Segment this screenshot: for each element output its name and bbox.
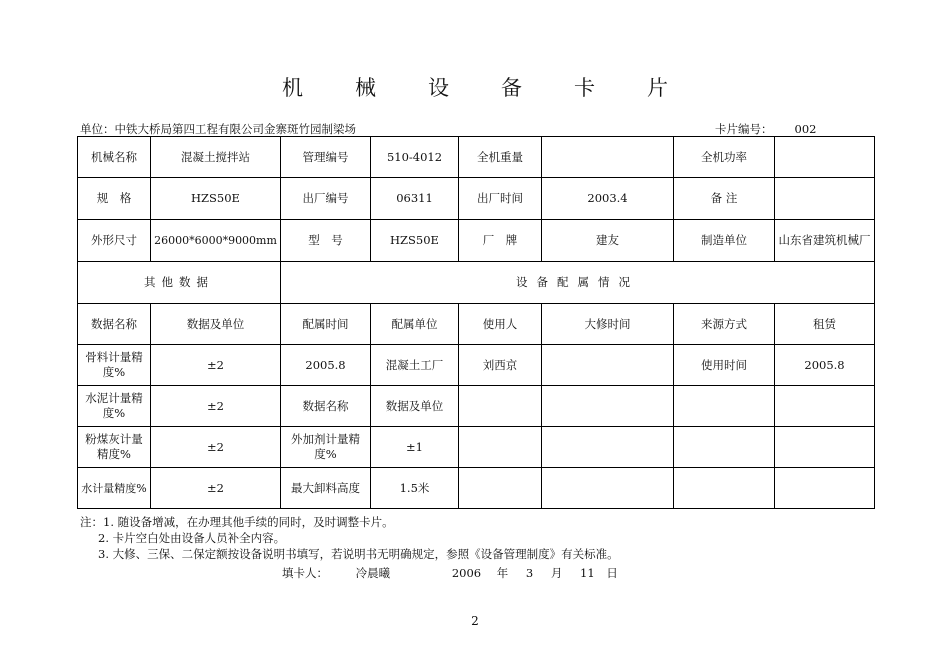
maker-label: 制造单位 <box>674 220 775 262</box>
header-cell: 数据名称 <box>78 304 151 345</box>
data-name-cell: 骨料计量精度% <box>78 345 151 386</box>
data-value-cell: 数据及单位 <box>371 386 459 427</box>
table-row <box>78 137 875 178</box>
fill-day: 11 <box>580 566 595 580</box>
page-number: 2 <box>471 614 479 628</box>
note-line: 注：1. 随设备增减，在办理其他手续的同时，及时调整卡片。 <box>80 515 394 529</box>
table-row <box>78 468 875 509</box>
table-row <box>78 304 875 345</box>
model-label: 型 号 <box>281 220 371 262</box>
fill-month: 3 <box>525 566 534 580</box>
spec-value: HZS50E <box>151 178 281 220</box>
data-value-cell: 1.5米 <box>371 468 459 509</box>
table-row <box>78 386 875 427</box>
header-cell: 数据及单位 <box>151 304 281 345</box>
brand-value: 建友 <box>542 220 674 262</box>
factory-no-value: 06311 <box>371 178 459 220</box>
empty-cell <box>674 468 775 509</box>
unit-name: 单位：中铁大桥局第四工程有限公司金寨斑竹园制梁场 <box>80 122 356 136</box>
empty-cell <box>459 386 542 427</box>
card-number <box>715 121 816 137</box>
card-number-value: 002 <box>794 122 817 136</box>
usage-time-value: 2005.8 <box>775 345 875 386</box>
weight-value <box>542 137 674 178</box>
header-cell: 大修时间 <box>542 304 674 345</box>
fill-year: 2006 <box>451 566 482 580</box>
overhaul-time-cell <box>542 345 674 386</box>
empty-cell <box>775 427 875 468</box>
empty-cell <box>775 386 875 427</box>
notes <box>80 514 619 562</box>
maker-value: 山东省建筑机械厂 <box>775 220 875 262</box>
data-value-cell: ±2 <box>151 468 281 509</box>
machine-name-label: 机械名称 <box>78 137 151 178</box>
management-no-label: 管理编号 <box>281 137 371 178</box>
model-value: HZS50E <box>371 220 459 262</box>
fill-year-unit: 年 <box>496 566 509 580</box>
fill-day-unit: 日 <box>606 566 618 580</box>
data-name-cell: 最大卸料高度 <box>281 468 371 509</box>
spec-label: 规 格 <box>78 178 151 220</box>
data-name-cell: 数据名称 <box>281 386 371 427</box>
data-value-cell: ±2 <box>151 427 281 468</box>
empty-cell <box>542 386 674 427</box>
brand-label: 厂 牌 <box>459 220 542 262</box>
header-cell: 租赁 <box>775 304 875 345</box>
fill-month-unit: 月 <box>550 566 563 580</box>
remark-label: 备 注 <box>674 178 775 220</box>
attach-time-cell: 2005.8 <box>281 345 371 386</box>
data-value-cell: ±1 <box>371 427 459 468</box>
size-label: 外形尺寸 <box>78 220 151 262</box>
table-row <box>78 262 875 304</box>
header-cell: 使用人 <box>459 304 542 345</box>
table-row <box>78 345 875 386</box>
data-name-cell: 水泥计量精度% <box>78 386 151 427</box>
header-cell: 配属单位 <box>371 304 459 345</box>
empty-cell <box>674 427 775 468</box>
header-cell: 配属时间 <box>281 304 371 345</box>
note-line: 2. 卡片空白处由设备人员补全内容。 <box>98 531 286 545</box>
data-name-cell: 外加剂计量精度% <box>281 427 371 468</box>
data-name-cell: 水计量精度% <box>78 468 151 509</box>
factory-time-label: 出厂时间 <box>459 178 542 220</box>
card-number-label: 卡片编号： <box>715 122 773 136</box>
table-row <box>78 427 875 468</box>
weight-label: 全机重量 <box>459 137 542 178</box>
remark-value <box>775 178 875 220</box>
machine-name-value: 混凝土搅拌站 <box>151 137 281 178</box>
factory-time-value: 2003.4 <box>542 178 674 220</box>
page-title: 机械设备卡片 <box>282 76 720 100</box>
other-data-heading: 其他数据 <box>78 262 281 304</box>
empty-cell <box>459 468 542 509</box>
usage-time-label: 使用时间 <box>674 345 775 386</box>
attachment-info-heading: 设备配属情况 <box>281 262 875 304</box>
empty-cell <box>674 386 775 427</box>
empty-cell <box>542 427 674 468</box>
size-value: 26000*6000*9000mm <box>151 220 281 262</box>
management-no-value: 510-4012 <box>371 137 459 178</box>
filler-label: 填卡人： <box>282 566 328 580</box>
header-cell: 来源方式 <box>674 304 775 345</box>
filler-name: 冷晨曦 <box>355 566 391 580</box>
factory-no-label: 出厂编号 <box>281 178 371 220</box>
attach-unit-cell: 混凝土工厂 <box>371 345 459 386</box>
table-row <box>78 220 875 262</box>
power-value <box>775 137 875 178</box>
empty-cell <box>775 468 875 509</box>
filler-line <box>282 565 618 581</box>
empty-cell <box>542 468 674 509</box>
data-name-cell: 粉煤灰计量精度% <box>78 427 151 468</box>
table-row <box>78 178 875 220</box>
equipment-card-table <box>77 136 875 509</box>
user-cell: 刘西京 <box>459 345 542 386</box>
data-value-cell: ±2 <box>151 345 281 386</box>
power-label: 全机功率 <box>674 137 775 178</box>
empty-cell <box>459 427 542 468</box>
note-line: 3. 大修、三保、二保定额按设备说明书填写，若说明书无明确规定，参照《设备管理制度》有关标准。 <box>98 547 619 561</box>
data-value-cell: ±2 <box>151 386 281 427</box>
